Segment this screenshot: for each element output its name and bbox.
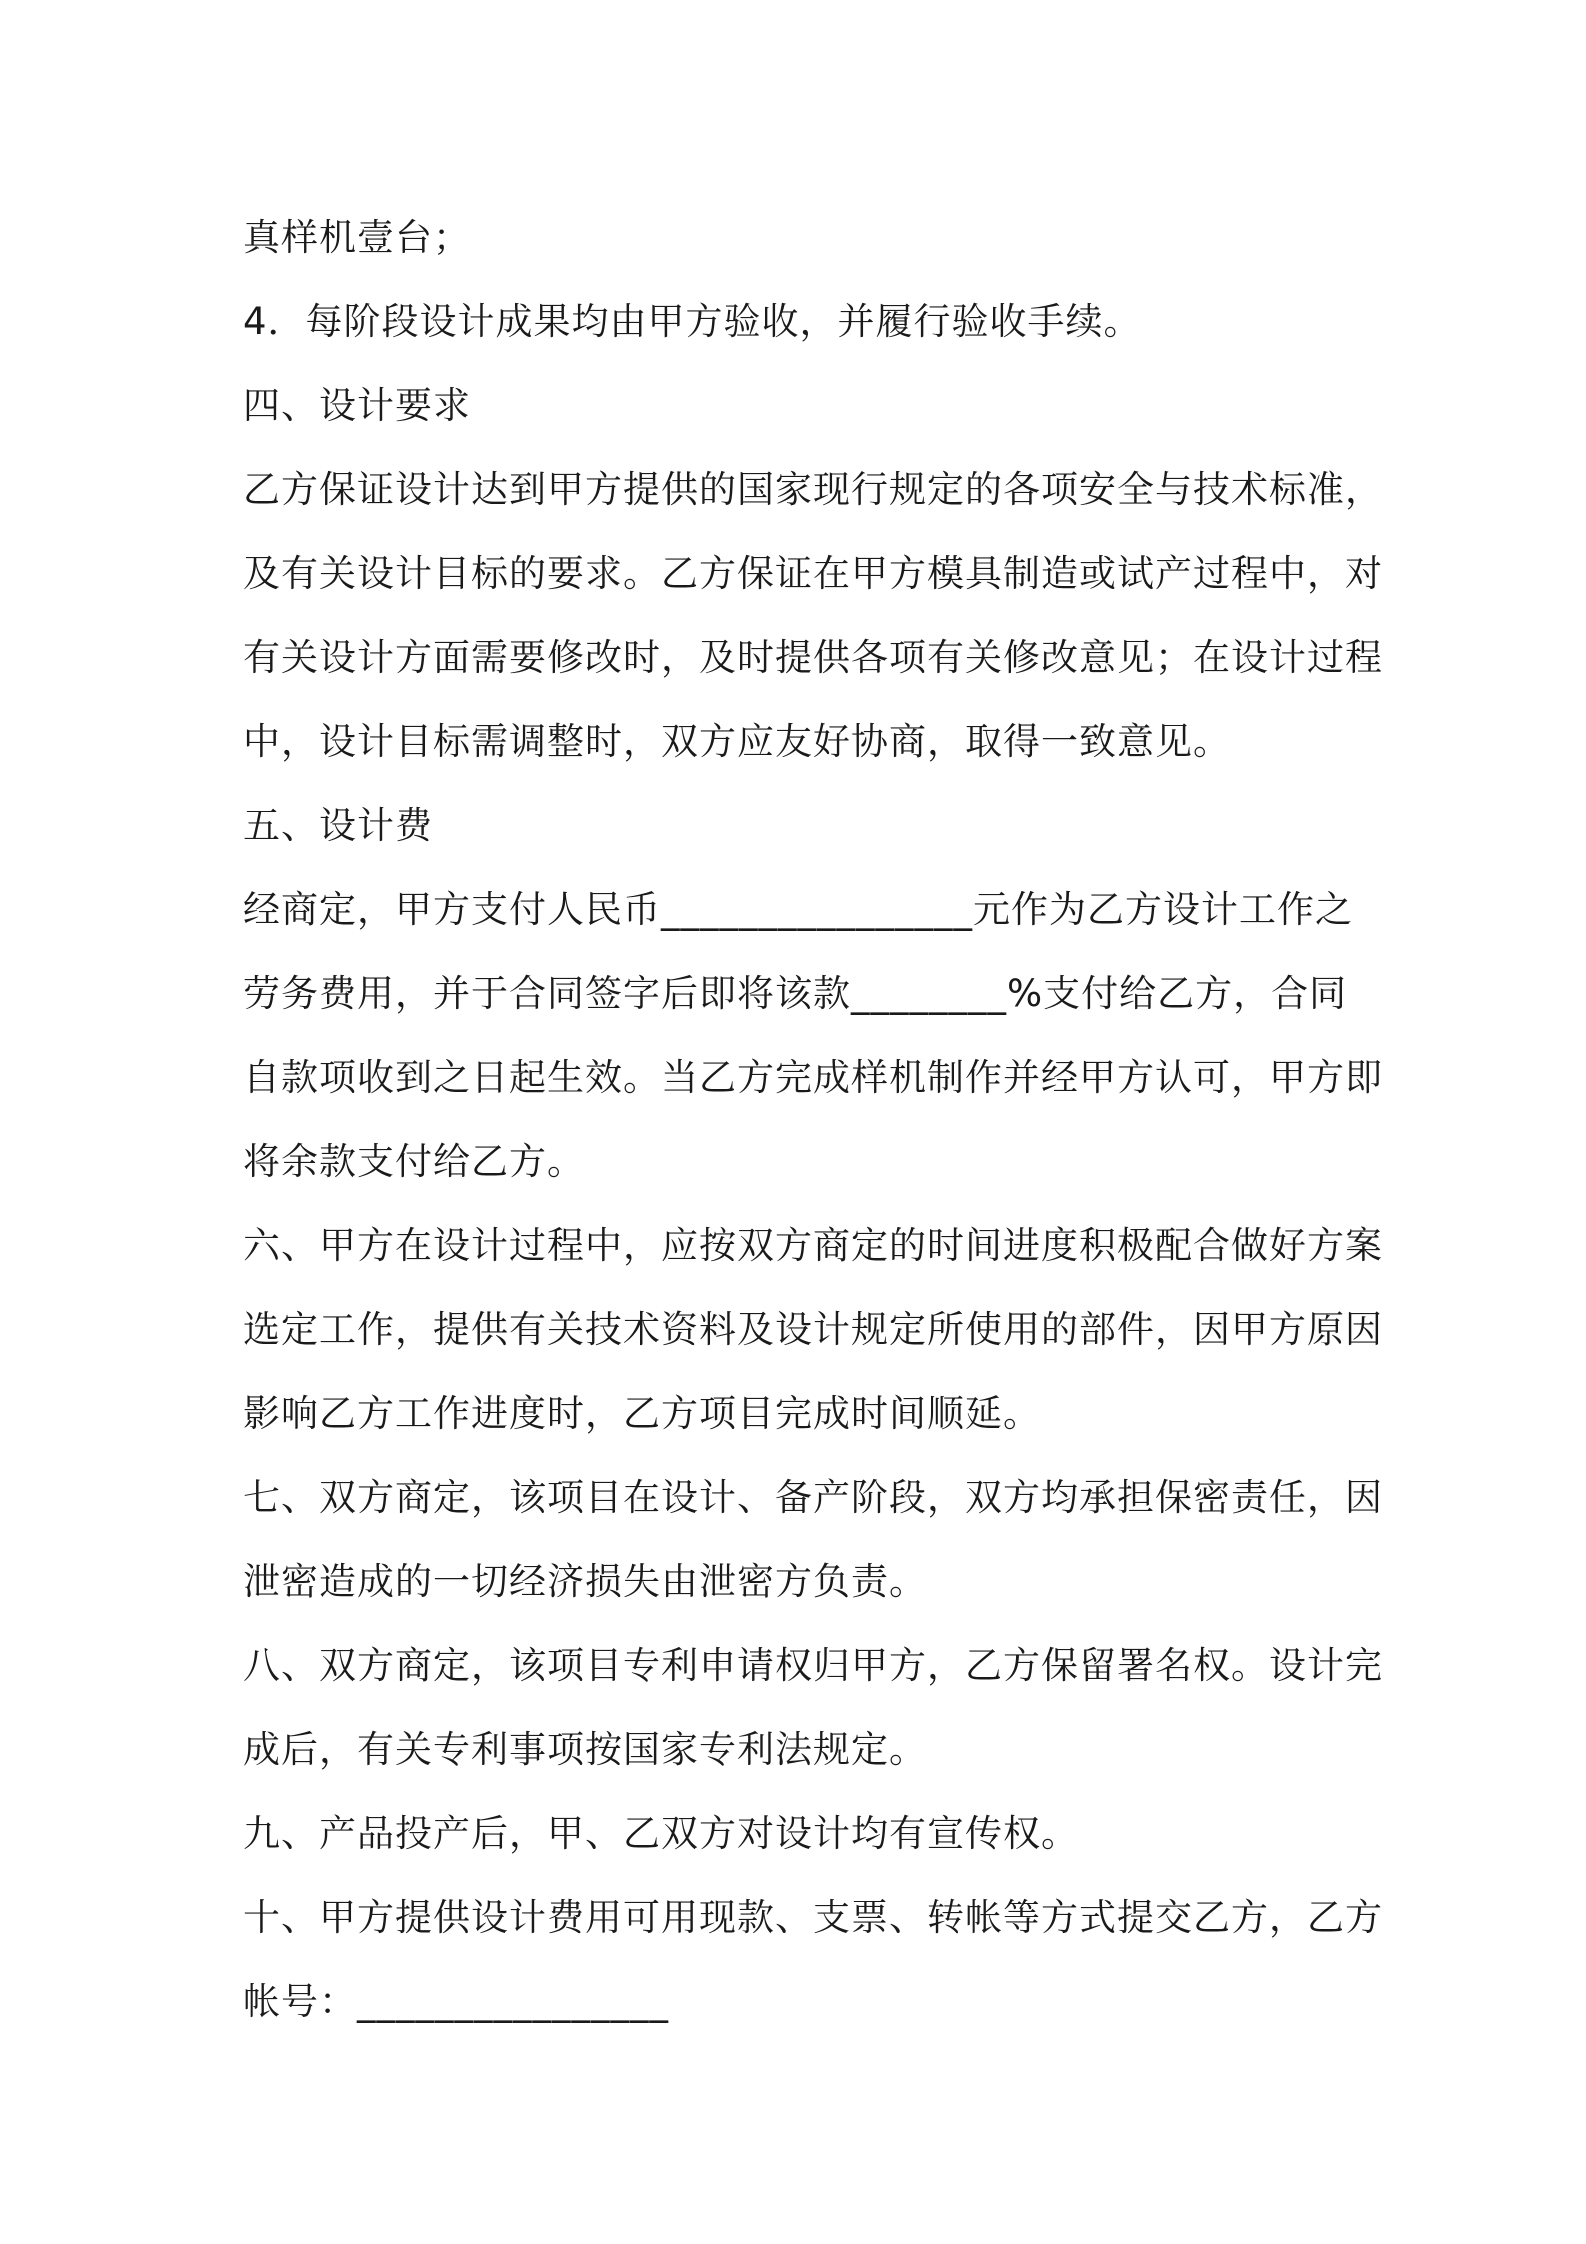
text-line: 七、双方商定，该项目在设计、备产阶段，双方均承担保密责任，因	[243, 1476, 1383, 1519]
text-line-with-blank: 劳务费用，并于合同签字后即将该款________%支付给乙方，合同	[243, 972, 1348, 1015]
text-line: 六、甲方在设计过程中，应按双方商定的时间进度积极配合做好方案	[243, 1224, 1383, 1267]
text-line: 十、甲方提供设计费用可用现款、支票、转帐等方式提交乙方，乙方	[243, 1896, 1383, 1939]
text-line: 及有关设计目标的要求。乙方保证在甲方模具制造或试产过程中，对	[243, 552, 1383, 595]
text-line: 选定工作，提供有关技术资料及设计规定所使用的部件，因甲方原因	[243, 1308, 1383, 1351]
text-line: 八、双方商定，该项目专利申请权归甲方，乙方保留署名权。设计完	[243, 1644, 1383, 1687]
text-line: 影响乙方工作进度时，乙方项目完成时间顺延。	[243, 1392, 1041, 1435]
text-line: 中，设计目标需调整时，双方应友好协商，取得一致意见。	[243, 720, 1231, 763]
text-line: 4．每阶段设计成果均由甲方验收，并履行验收手续。	[243, 300, 1142, 343]
contract-body	[243, 196, 1383, 2044]
text-line: 成后，有关专利事项按国家专利法规定。	[243, 1728, 927, 1771]
text-line: 自款项收到之日起生效。当乙方完成样机制作并经甲方认可，甲方即	[243, 1056, 1383, 1099]
text-line: 将余款支付给乙方。	[243, 1140, 585, 1183]
text-line: 有关设计方面需要修改时，及时提供各项有关修改意见；在设计过程	[243, 636, 1383, 679]
text-line: 九、产品投产后，甲、乙双方对设计均有宣传权。	[243, 1812, 1079, 1855]
text-line: 泄密造成的一切经济损失由泄密方负责。	[243, 1560, 927, 1603]
account-number-line: 帐号：________________	[243, 1980, 669, 2023]
text-line-with-blank: 经商定，甲方支付人民币________________元作为乙方设计工作之	[243, 888, 1353, 931]
text-line: 真样机壹台；	[243, 216, 471, 259]
section-heading: 四、设计要求	[243, 384, 471, 427]
text-line: 乙方保证设计达到甲方提供的国家现行规定的各项安全与技术标准，	[243, 468, 1383, 511]
section-heading: 五、设计费	[243, 804, 433, 847]
